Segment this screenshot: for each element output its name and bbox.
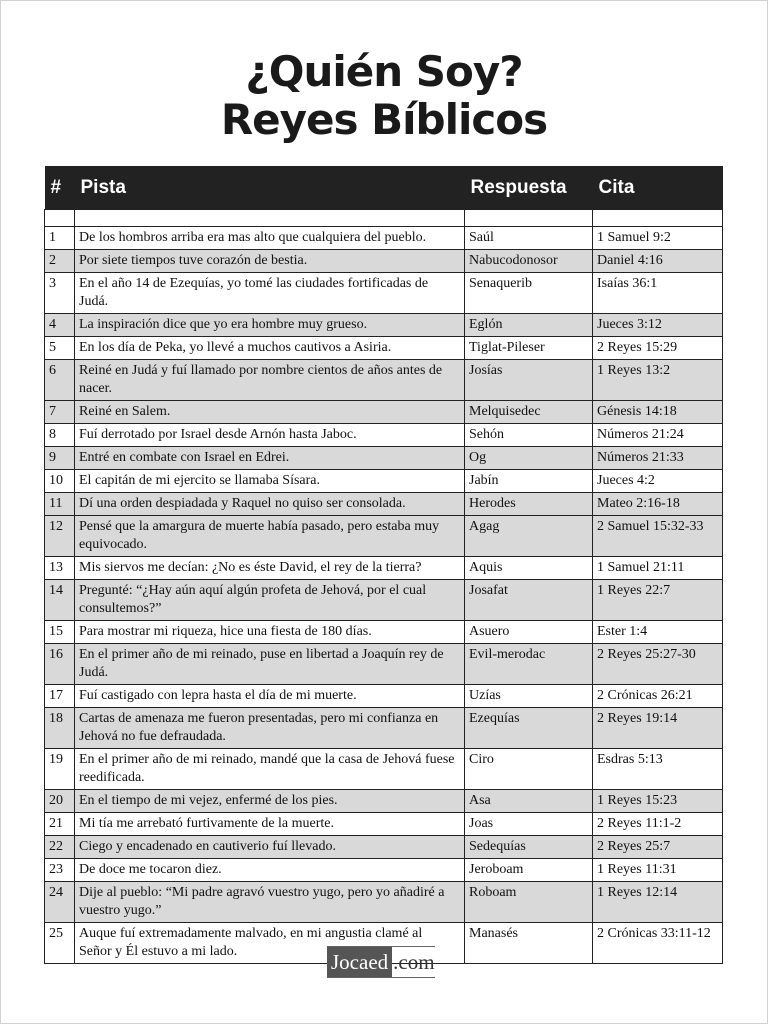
row-answer: Jeroboam	[465, 859, 593, 882]
table-row	[45, 685, 723, 708]
row-number: 16	[45, 644, 75, 685]
row-answer: Melquisedec	[465, 401, 593, 424]
table-row	[45, 470, 723, 493]
page-title	[0, 48, 768, 144]
spacer-cell	[45, 210, 75, 227]
row-number: 22	[45, 836, 75, 859]
row-answer: Josías	[465, 360, 593, 401]
row-reference: 2 Reyes 25:27-30	[593, 644, 723, 685]
row-reference: 1 Reyes 15:23	[593, 790, 723, 813]
row-clue: En el año 14 de Ezequías, yo tomé las ciudades fortificadas de Judá.	[75, 273, 465, 314]
table-row	[45, 516, 723, 557]
table-row	[45, 273, 723, 314]
row-answer: Evil-merodac	[465, 644, 593, 685]
row-clue: Pensé que la amargura de muerte había pasado, pero estaba muy equivocado.	[75, 516, 465, 557]
row-clue: Reiné en Judá y fuí llamado por nombre cientos de años antes de nacer.	[75, 360, 465, 401]
table-row	[45, 813, 723, 836]
row-reference: 1 Reyes 11:31	[593, 859, 723, 882]
row-clue: Entré en combate con Israel en Edrei.	[75, 447, 465, 470]
row-number: 25	[45, 923, 75, 964]
spacer-cell	[75, 210, 465, 227]
table-row	[45, 227, 723, 250]
row-clue: En los día de Peka, yo llevé a muchos cautivos a Asiria.	[75, 337, 465, 360]
row-clue: Fuí derrotado por Israel desde Arnón hasta Jaboc.	[75, 424, 465, 447]
row-clue: De doce me tocaron diez.	[75, 859, 465, 882]
header-reference: Cita	[593, 166, 723, 210]
row-clue: Dije al pueblo: “Mi padre agravó vuestro yugo, pero yo añadiré a vuestro yugo.”	[75, 882, 465, 923]
table-body	[45, 210, 723, 964]
jocaed-logo[interactable]	[327, 946, 435, 978]
table-row	[45, 580, 723, 621]
row-reference: Jueces 3:12	[593, 314, 723, 337]
table-row	[45, 424, 723, 447]
row-clue: Cartas de amenaza me fueron presentadas, pero mi confianza en Jehová no fue defraudada.	[75, 708, 465, 749]
row-number: 6	[45, 360, 75, 401]
row-number: 23	[45, 859, 75, 882]
title-line-2: Reyes Bíblicos	[220, 95, 548, 144]
row-reference: Mateo 2:16-18	[593, 493, 723, 516]
kings-table	[44, 166, 723, 964]
spacer-cell	[465, 210, 593, 227]
row-reference: Jueces 4:2	[593, 470, 723, 493]
table-row	[45, 250, 723, 273]
row-reference: 2 Reyes 15:29	[593, 337, 723, 360]
row-reference: Números 21:33	[593, 447, 723, 470]
row-reference: 2 Crónicas 33:11-12	[593, 923, 723, 964]
row-number: 17	[45, 685, 75, 708]
row-answer: Roboam	[465, 882, 593, 923]
row-clue: Mis siervos me decían: ¿No es éste David, el rey de la tierra?	[75, 557, 465, 580]
row-number: 1	[45, 227, 75, 250]
row-number: 21	[45, 813, 75, 836]
row-number: 24	[45, 882, 75, 923]
row-number: 20	[45, 790, 75, 813]
row-number: 10	[45, 470, 75, 493]
row-answer: Uzías	[465, 685, 593, 708]
table-row	[45, 749, 723, 790]
row-clue: Reiné en Salem.	[75, 401, 465, 424]
row-number: 7	[45, 401, 75, 424]
row-clue: El capitán de mi ejercito se llamaba Sísara.	[75, 470, 465, 493]
row-answer: Ezequías	[465, 708, 593, 749]
row-reference: Génesis 14:18	[593, 401, 723, 424]
table-row	[45, 621, 723, 644]
row-clue: Mi tía me arrebató furtivamente de la muerte.	[75, 813, 465, 836]
row-clue: En el primer año de mi reinado, mandé que la casa de Jehová fuese reedificada.	[75, 749, 465, 790]
row-number: 2	[45, 250, 75, 273]
row-answer: Asa	[465, 790, 593, 813]
row-number: 5	[45, 337, 75, 360]
row-answer: Joas	[465, 813, 593, 836]
row-answer: Manasés	[465, 923, 593, 964]
table-row	[45, 790, 723, 813]
row-reference: Números 21:24	[593, 424, 723, 447]
row-clue: Para mostrar mi riqueza, hice una fiesta de 180 días.	[75, 621, 465, 644]
row-number: 19	[45, 749, 75, 790]
table-row	[45, 708, 723, 749]
row-answer: Ciro	[465, 749, 593, 790]
row-answer: Eglón	[465, 314, 593, 337]
row-number: 18	[45, 708, 75, 749]
header-number: #	[45, 166, 75, 210]
row-answer: Saúl	[465, 227, 593, 250]
row-answer: Asuero	[465, 621, 593, 644]
table-row	[45, 644, 723, 685]
row-reference: Isaías 36:1	[593, 273, 723, 314]
row-number: 12	[45, 516, 75, 557]
row-answer: Agag	[465, 516, 593, 557]
table-row	[45, 337, 723, 360]
row-clue: Por siete tiempos tuve corazón de bestia.	[75, 250, 465, 273]
row-reference: Esdras 5:13	[593, 749, 723, 790]
row-reference: 2 Reyes 25:7	[593, 836, 723, 859]
table-header-row	[45, 166, 723, 210]
row-clue: En el tiempo de mi vejez, enfermé de los pies.	[75, 790, 465, 813]
row-reference: 2 Samuel 15:32-33	[593, 516, 723, 557]
row-answer: Tiglat-Pileser	[465, 337, 593, 360]
row-answer: Jabín	[465, 470, 593, 493]
spacer-cell	[593, 210, 723, 227]
row-number: 3	[45, 273, 75, 314]
table-row	[45, 401, 723, 424]
title-line-1: ¿Quién Soy?	[245, 47, 523, 96]
row-number: 14	[45, 580, 75, 621]
table-spacer-row	[45, 210, 723, 227]
row-answer: Herodes	[465, 493, 593, 516]
logo-box: Jocaed	[327, 947, 392, 977]
row-answer: Aquis	[465, 557, 593, 580]
table-row	[45, 360, 723, 401]
row-clue: Auque fuí extremadamente malvado, en mi angustia clamé al Señor y Él estuvo a mi lado.	[75, 923, 465, 964]
row-clue: En el primer año de mi reinado, puse en libertad a Joaquín rey de Judá.	[75, 644, 465, 685]
table-row	[45, 836, 723, 859]
table-row	[45, 557, 723, 580]
row-clue: Fuí castigado con lepra hasta el día de mi muerte.	[75, 685, 465, 708]
row-reference: 1 Samuel 9:2	[593, 227, 723, 250]
row-reference: 1 Reyes 12:14	[593, 882, 723, 923]
header-clue: Pista	[75, 166, 465, 210]
row-answer: Senaquerib	[465, 273, 593, 314]
row-clue: De los hombros arriba era mas alto que cualquiera del pueblo.	[75, 227, 465, 250]
row-reference: 2 Reyes 19:14	[593, 708, 723, 749]
row-reference: 1 Reyes 22:7	[593, 580, 723, 621]
row-answer: Sedequías	[465, 836, 593, 859]
row-reference: 2 Reyes 11:1-2	[593, 813, 723, 836]
row-clue: Dí una orden despiadada y Raquel no quiso ser consolada.	[75, 493, 465, 516]
row-reference: Daniel 4:16	[593, 250, 723, 273]
row-clue: Ciego y encadenado en cautiverio fuí llevado.	[75, 836, 465, 859]
table-row	[45, 882, 723, 923]
row-clue: Pregunté: “¿Hay aún aquí algún profeta de Jehová, por el cual consultemos?”	[75, 580, 465, 621]
row-answer: Sehón	[465, 424, 593, 447]
row-answer: Nabucodonosor	[465, 250, 593, 273]
table-row	[45, 314, 723, 337]
row-answer: Og	[465, 447, 593, 470]
logo-domain: .com	[393, 949, 435, 974]
row-number: 8	[45, 424, 75, 447]
row-number: 9	[45, 447, 75, 470]
row-reference: Ester 1:4	[593, 621, 723, 644]
row-reference: 1 Samuel 21:11	[593, 557, 723, 580]
row-number: 4	[45, 314, 75, 337]
row-number: 13	[45, 557, 75, 580]
table-row	[45, 447, 723, 470]
row-reference: 1 Reyes 13:2	[593, 360, 723, 401]
row-number: 15	[45, 621, 75, 644]
table-row	[45, 493, 723, 516]
row-answer: Josafat	[465, 580, 593, 621]
row-clue: La inspiración dice que yo era hombre muy grueso.	[75, 314, 465, 337]
header-answer: Respuesta	[465, 166, 593, 210]
row-number: 11	[45, 493, 75, 516]
row-reference: 2 Crónicas 26:21	[593, 685, 723, 708]
table-row	[45, 859, 723, 882]
